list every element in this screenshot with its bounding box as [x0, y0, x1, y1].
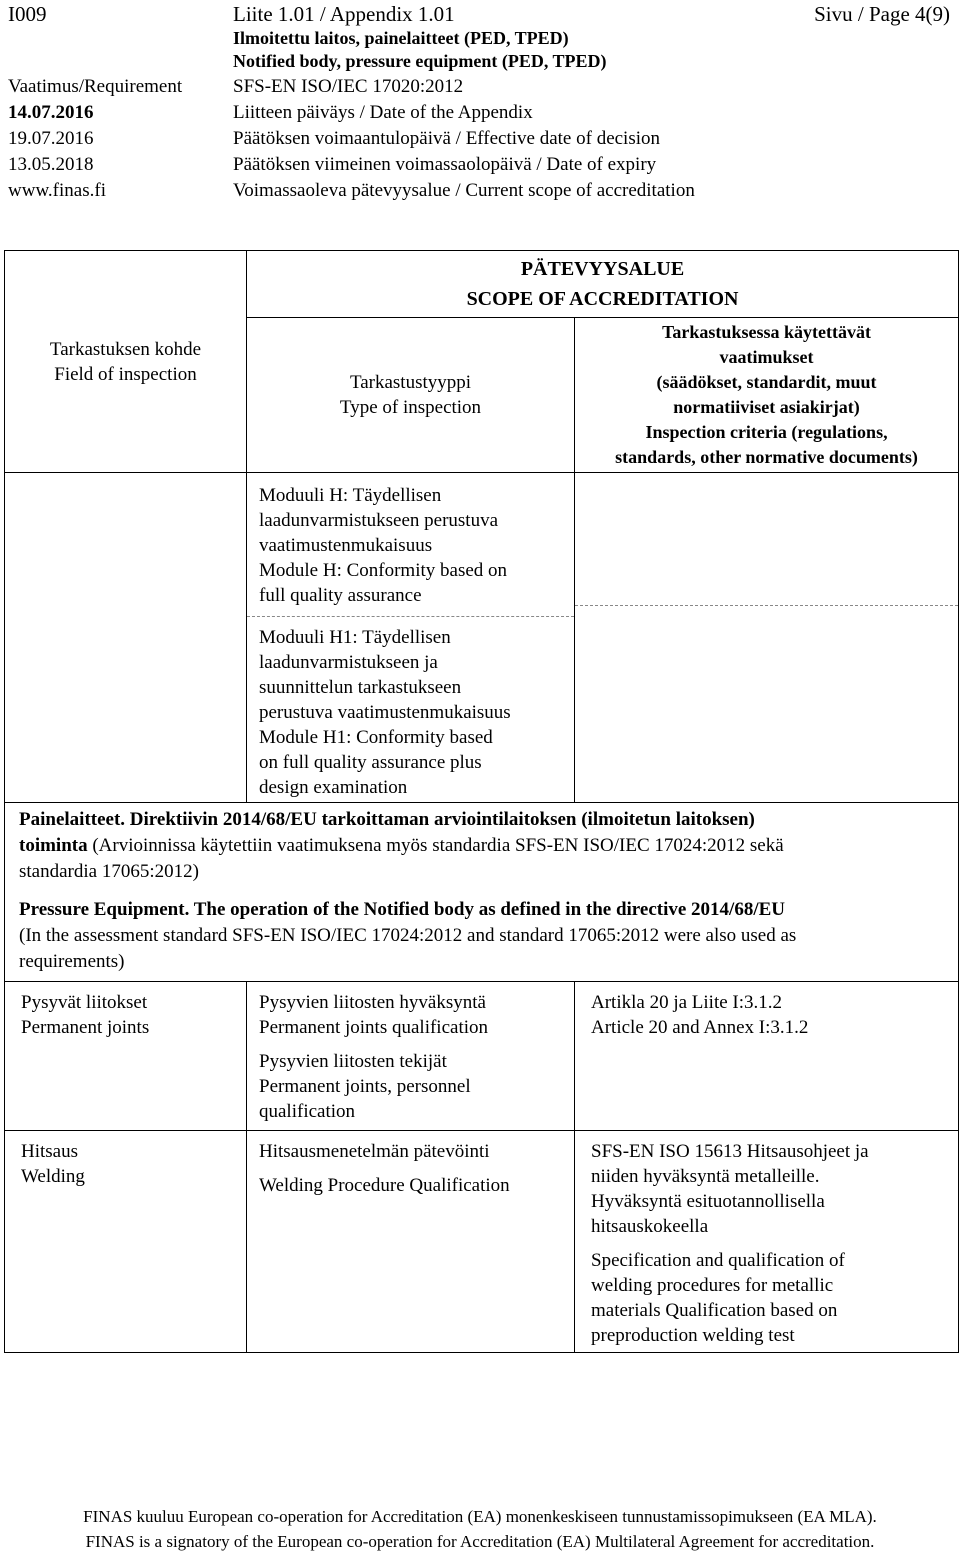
- module-cell: [247, 473, 575, 803]
- field-column-header: Tarkastuksen kohde Field of inspection: [5, 251, 247, 473]
- scope-title: PÄTEVYYSALUE SCOPE OF ACCREDITATION: [247, 251, 959, 318]
- module-field-cell: [5, 473, 247, 803]
- module-criteria-cell: [575, 473, 959, 803]
- doc-id: I009: [8, 2, 47, 26]
- notified-body-en: Notified body, pressure equipment (PED, TPED): [233, 51, 607, 71]
- welding-field: Hitsaus Welding: [5, 1131, 247, 1353]
- dashed-divider: [575, 605, 958, 606]
- type-column-header: Tarkastustyyppi Type of inspection: [247, 318, 575, 473]
- notified-body-fi: Ilmoitettu laitos, painelaitteet (PED, TPED): [233, 28, 569, 48]
- footer-line-fi: FINAS kuuluu European co-operation for Accreditation (EA) monenkeskiseen tunnustamissopimukseen (EA MLA).: [83, 1507, 877, 1526]
- effective-date: 19.07.2016: [8, 128, 94, 149]
- appendix-date-label: Liitteen päiväys / Date of the Appendix: [233, 102, 533, 123]
- expiry-date: 13.05.2018: [8, 154, 94, 175]
- page-number: Sivu / Page 4(9): [814, 2, 950, 26]
- expiry-date-label: Päätöksen viimeinen voimassaolopäivä / Date of expiry: [233, 154, 657, 175]
- scope-label: Voimassaoleva pätevyysalue / Current scope of accreditation: [233, 180, 695, 201]
- permanent-joints-type: Pysyvien liitosten hyväksyntä Permanent joints qualification Pysyvien liitosten tekijät Permanent joints, personnel qualification: [247, 982, 575, 1131]
- footer-line-en: FINAS is a signatory of the European co-operation for Accreditation (EA) Multilateral Agreement for accreditation.: [85, 1532, 875, 1551]
- scope-note: Painelaitteet. Direktiivin 2014/68/EU tarkoittaman arviointilaitoksen (ilmoitetun laitoksen) toiminta (Arvioinnissa käytettiin vaatimuksena myös standardia SFS-EN ISO/IEC 17024:2012 sekä standardia 17065:2012) Pressure Equipment. The operation of the Notified body as defined in the directive 2014/68/EU (In the assessment standard SFS-EN ISO/IEC 17024:2012 and standard 17065:2012 were also used as requirements): [5, 803, 959, 982]
- welding-type: Hitsausmenetelmän pätevöinti Welding Procedure Qualification: [247, 1131, 575, 1353]
- appendix-date: 14.07.2016: [8, 102, 94, 123]
- page-footer: [0, 1504, 960, 1554]
- module-h: Moduuli H: Täydellisen laadunvarmistukseen perustuva vaatimustenmukaisuus Module H: Conformity based on full quality assurance: [259, 485, 508, 606]
- website-link[interactable]: www.finas.fi: [8, 180, 106, 201]
- appendix-label: Liite 1.01 / Appendix 1.01: [233, 2, 455, 26]
- welding-criteria: SFS-EN ISO 15613 Hitsausohjeet ja niiden hyväksyntä metalleille. Hyväksyntä esituotannollisella hitsauskokeella Specification and qualification of welding procedures for metallic materials Qualification based on preproduction welding test: [575, 1131, 959, 1353]
- criteria-column-header: Tarkastuksessa käytettävät vaatimukset (säädökset, standardit, muut normatiiviset asiakirjat) Inspection criteria (regulations, standards, other normative documents): [575, 318, 959, 473]
- permanent-joints-criteria: Artikla 20 ja Liite I:3.1.2 Article 20 and Annex I:3.1.2: [575, 982, 959, 1131]
- document-header: [8, 0, 952, 202]
- module-h1: Moduuli H1: Täydellisen laadunvarmistukseen ja suunnittelun tarkastukseen perustuva vaatimustenmukaisuus Module H1: Conformity based on full quality assurance plus design examination: [259, 627, 511, 798]
- permanent-joints-field: Pysyvät liitokset Permanent joints: [5, 982, 247, 1131]
- requirement-label: Vaatimus/Requirement: [8, 76, 183, 97]
- scope-table: [4, 250, 959, 1353]
- effective-date-label: Päätöksen voimaantulopäivä / Effective date of decision: [233, 128, 661, 149]
- requirement-value: SFS-EN ISO/IEC 17020:2012: [233, 76, 464, 97]
